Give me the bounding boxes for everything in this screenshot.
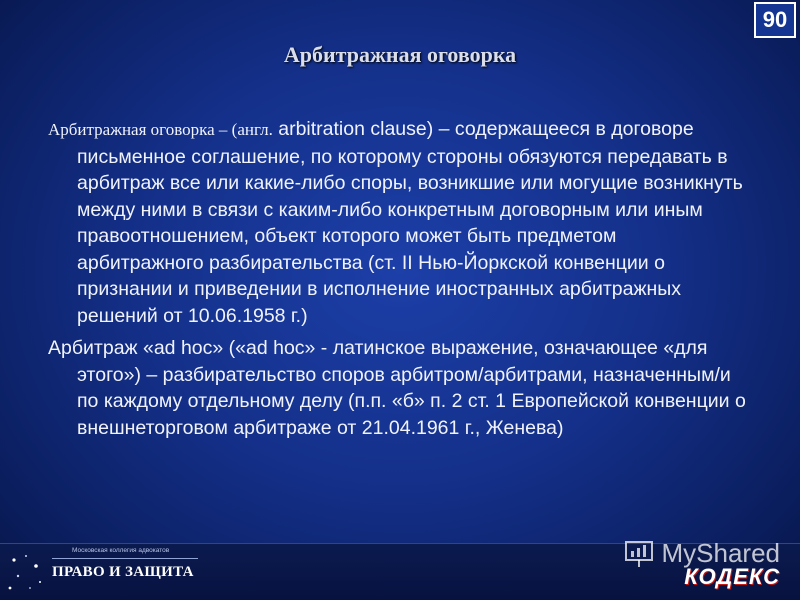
footer-brand: ПРАВО И ЗАЩИТА <box>52 564 194 580</box>
definition-paragraph <box>48 116 748 329</box>
slide-title: Арбитражная оговорка <box>283 42 517 67</box>
footer-organization: Московская коллегия адвокатов <box>72 547 170 554</box>
ad-hoc-text: Арбитраж «ad hoc» («ad hoc» - латинское выражение, означающее «для этого») – разбирательство споров арбитром/арбитрами, назначенным/и по каждому отдельному делу (п.п. «б» п. 2 ст. 1 Европейской конвенции о внешнеторговом арбитраже от 21.04.1961 г., Женева) <box>48 337 746 439</box>
watermark-text: MyShared <box>661 538 780 568</box>
definition-text: arbitration clause) – содержащееся в договоре письменное соглашение, по которому стороны обязуются передавать в арбитраж все или какие-либо споры, возникшие или могущие возникнуть между ними в связи с каким-либо конкретным договорным или иным правоотношением, объект которого может быть предметом арбитражного разбирательства (ст. II Нью-Йоркской конвенции о признании и приведении в исполнение иностранных арбитражных решений от 10.06.1958 г.) <box>77 118 743 327</box>
kodeks-logo: КОДЕКС <box>684 564 780 589</box>
watermark <box>624 538 781 569</box>
stars-icon <box>4 548 50 594</box>
presentation-icon <box>624 539 658 569</box>
slide-content <box>48 116 748 441</box>
slide-number-badge: 90 <box>754 2 796 38</box>
footer-divider <box>52 558 198 559</box>
ad-hoc-paragraph <box>48 335 748 441</box>
definition-lead: Арбитражная оговорка – (англ. <box>48 120 273 139</box>
